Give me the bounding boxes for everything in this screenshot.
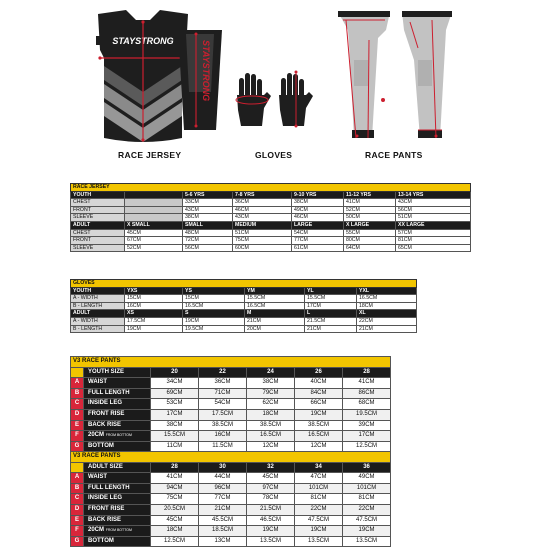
value-cell: 19CM bbox=[183, 317, 245, 325]
header-cell: X LARGE bbox=[344, 221, 396, 229]
value-cell: 66CM bbox=[295, 399, 343, 410]
value-cell: 38CM bbox=[292, 199, 344, 207]
header-cell: 5-6 YRS bbox=[183, 191, 233, 199]
measure-label-note: FROM BOTTOM bbox=[105, 528, 132, 533]
value-cell: 54CM bbox=[292, 229, 344, 237]
value-cell: 12.5CM bbox=[343, 441, 391, 452]
value-cell: 84CM bbox=[295, 388, 343, 399]
header-cell: ADULT bbox=[71, 221, 125, 229]
measure-label: FRONT RISE bbox=[84, 409, 151, 420]
measure-letter: F bbox=[71, 431, 84, 442]
value-cell: 101CM bbox=[343, 483, 391, 494]
table-row bbox=[71, 431, 391, 442]
measure-letter: C bbox=[71, 399, 84, 410]
header-cell: LARGE bbox=[292, 221, 344, 229]
table-header-row bbox=[71, 191, 471, 199]
header-cell: SMALL bbox=[183, 221, 233, 229]
row-label: CHEST bbox=[71, 199, 125, 207]
value-cell: 60CM bbox=[233, 244, 292, 252]
table-row bbox=[71, 399, 391, 410]
measure-label bbox=[84, 526, 151, 537]
measure-letter: A bbox=[71, 473, 84, 484]
value-cell: 17CM bbox=[343, 431, 391, 442]
value-cell: 11.5CM bbox=[199, 441, 247, 452]
value-cell: 38.5CM bbox=[295, 420, 343, 431]
measure-letter: E bbox=[71, 420, 84, 431]
value-cell: 38CM bbox=[247, 378, 295, 389]
value-cell: 16CM bbox=[199, 431, 247, 442]
table-row bbox=[71, 214, 471, 222]
pants-caption: RACE PANTS bbox=[365, 150, 423, 160]
header-cell: L bbox=[305, 310, 357, 318]
value-cell: 51CM bbox=[233, 229, 292, 237]
value-cell: 46CM bbox=[233, 206, 292, 214]
value-cell: 19.5CM bbox=[183, 325, 245, 333]
value-cell: 46CM bbox=[292, 214, 344, 222]
value-cell: 38.5CM bbox=[247, 420, 295, 431]
value-cell: 40CM bbox=[295, 378, 343, 389]
value-cell: 72CM bbox=[183, 237, 233, 245]
table-row bbox=[71, 515, 391, 526]
value-cell: 18CM bbox=[247, 409, 295, 420]
value-cell: 54CM bbox=[199, 399, 247, 410]
value-cell: 21CM bbox=[245, 317, 305, 325]
value-cell: 81CM bbox=[295, 494, 343, 505]
header-cell: MEDIUM bbox=[233, 221, 292, 229]
value-cell: 16.5CM bbox=[295, 431, 343, 442]
header-cell: 7-8 YRS bbox=[233, 191, 292, 199]
header-cell: M bbox=[245, 310, 305, 318]
table-title: V3 RACE PANTS bbox=[71, 452, 391, 463]
value-cell bbox=[125, 199, 183, 207]
measure-label-note: FROM BOTTOM bbox=[105, 433, 132, 438]
value-cell: 45.5CM bbox=[199, 515, 247, 526]
row-label: FRONT bbox=[71, 206, 125, 214]
table-row bbox=[71, 295, 417, 303]
table-row bbox=[71, 378, 391, 389]
size-header: 28 bbox=[343, 367, 391, 378]
measure-letter: E bbox=[71, 515, 84, 526]
measure-label: BACK RISE bbox=[84, 420, 151, 431]
measure-letter: D bbox=[71, 504, 84, 515]
value-cell: 62CM bbox=[247, 399, 295, 410]
value-cell: 43CM bbox=[183, 206, 233, 214]
table-row bbox=[71, 199, 471, 207]
value-cell: 22CM bbox=[295, 504, 343, 515]
value-cell: 77CM bbox=[292, 237, 344, 245]
value-cell bbox=[125, 214, 183, 222]
value-cell: 19CM bbox=[247, 526, 295, 537]
measure-label: INSIDE LEG bbox=[84, 494, 151, 505]
value-cell: 18.5CM bbox=[199, 526, 247, 537]
value-cell: 68CM bbox=[343, 399, 391, 410]
jersey-caption: RACE JERSEY bbox=[118, 150, 182, 160]
size-header: 22 bbox=[199, 367, 247, 378]
value-cell: 15.5CM bbox=[151, 431, 199, 442]
measure-label: BOTTOM bbox=[84, 536, 151, 547]
table-row bbox=[71, 483, 391, 494]
measure-label: FULL LENGTH bbox=[84, 388, 151, 399]
row-label: B - LENGTH bbox=[71, 302, 125, 310]
value-cell: 86CM bbox=[343, 388, 391, 399]
row-label: FRONT bbox=[71, 237, 125, 245]
value-cell: 81CM bbox=[343, 494, 391, 505]
value-cell: 18CM bbox=[357, 302, 417, 310]
header-cell: 13-14 YRS bbox=[396, 191, 471, 199]
row-label: SLEEVE bbox=[71, 214, 125, 222]
value-cell: 49CM bbox=[292, 206, 344, 214]
value-cell: 12CM bbox=[247, 441, 295, 452]
value-cell: 45CM bbox=[247, 473, 295, 484]
measure-letter: G bbox=[71, 536, 84, 547]
size-header: 30 bbox=[199, 462, 247, 473]
value-cell: 17CM bbox=[305, 302, 357, 310]
sleeve-illustration bbox=[178, 30, 222, 130]
value-cell: 61CM bbox=[292, 244, 344, 252]
value-cell: 36CM bbox=[233, 199, 292, 207]
value-cell: 13.5CM bbox=[343, 536, 391, 547]
value-cell: 56CM bbox=[396, 206, 471, 214]
value-cell: 21CM bbox=[199, 504, 247, 515]
table-row bbox=[71, 206, 471, 214]
value-cell: 48CM bbox=[183, 229, 233, 237]
value-cell: 15CM bbox=[125, 295, 183, 303]
header-cell: XL bbox=[357, 310, 417, 318]
measure-letter: G bbox=[71, 441, 84, 452]
value-cell: 53CM bbox=[151, 399, 199, 410]
value-cell: 101CM bbox=[295, 483, 343, 494]
value-cell: 77CM bbox=[199, 494, 247, 505]
header-cell: 11-12 YRS bbox=[344, 191, 396, 199]
value-cell: 19CM bbox=[295, 526, 343, 537]
value-cell: 16.5CM bbox=[247, 431, 295, 442]
value-cell: 52CM bbox=[344, 206, 396, 214]
value-cell: 71CM bbox=[199, 388, 247, 399]
value-cell: 57CM bbox=[396, 229, 471, 237]
value-cell: 22CM bbox=[343, 504, 391, 515]
table-title-row bbox=[71, 452, 391, 463]
value-cell: 67CM bbox=[125, 237, 183, 245]
measure-label: FULL LENGTH bbox=[84, 483, 151, 494]
value-cell: 47CM bbox=[295, 473, 343, 484]
row-label: B - LENGTH bbox=[71, 325, 125, 333]
value-cell: 46.5CM bbox=[247, 515, 295, 526]
measure-label: BOTTOM bbox=[84, 441, 151, 452]
value-cell: 13.5CM bbox=[247, 536, 295, 547]
table-title: V3 RACE PANTS bbox=[71, 357, 391, 368]
value-cell: 15CM bbox=[183, 295, 245, 303]
value-cell: 15.5CM bbox=[305, 295, 357, 303]
size-header: 24 bbox=[247, 367, 295, 378]
measure-letter: D bbox=[71, 409, 84, 420]
value-cell: 15.5CM bbox=[245, 295, 305, 303]
value-cell: 21CM bbox=[305, 325, 357, 333]
value-cell bbox=[125, 206, 183, 214]
value-cell: 79CM bbox=[247, 388, 295, 399]
value-cell: 38.5CM bbox=[199, 420, 247, 431]
measure-label-text: 20CM bbox=[88, 527, 105, 534]
header-cell bbox=[125, 191, 183, 199]
row-label: A - WIDTH bbox=[71, 317, 125, 325]
value-cell: 65CM bbox=[396, 244, 471, 252]
gloves-size-table bbox=[70, 279, 417, 333]
size-header: 34 bbox=[295, 462, 343, 473]
jersey-brand-logo: STAYSTRONG bbox=[112, 36, 174, 46]
table-row bbox=[71, 494, 391, 505]
jersey-illustration bbox=[96, 10, 190, 142]
gloves-caption: GLOVES bbox=[255, 150, 293, 160]
table-title-row bbox=[71, 357, 391, 368]
value-cell: 17CM bbox=[151, 409, 199, 420]
table-header-row bbox=[71, 221, 471, 229]
measure-letter: A bbox=[71, 378, 84, 389]
size-label: YOUTH SIZE bbox=[84, 367, 151, 378]
blank-cell bbox=[71, 462, 84, 473]
table-row bbox=[71, 504, 391, 515]
header-cell: YOUTH bbox=[71, 287, 125, 295]
value-cell: 41CM bbox=[344, 199, 396, 207]
row-label: A - WIDTH bbox=[71, 295, 125, 303]
header-cell: YXS bbox=[125, 287, 183, 295]
table-row bbox=[71, 229, 471, 237]
table-title-row bbox=[71, 280, 417, 288]
jersey-size-table bbox=[70, 183, 471, 252]
pants-adult-size-table bbox=[70, 451, 391, 547]
header-cell: YS bbox=[183, 287, 245, 295]
value-cell: 43CM bbox=[396, 199, 471, 207]
table-title: GLOVES bbox=[71, 280, 417, 288]
table-title: RACE JERSEY bbox=[71, 184, 471, 192]
value-cell: 21.5CM bbox=[305, 317, 357, 325]
table-header-row bbox=[71, 310, 417, 318]
value-cell: 16.5CM bbox=[357, 295, 417, 303]
header-cell: XS bbox=[125, 310, 183, 318]
value-cell: 20CM bbox=[245, 325, 305, 333]
size-label: ADULT SIZE bbox=[84, 462, 151, 473]
measure-label-text: 20CM bbox=[88, 432, 105, 439]
value-cell: 17.5CM bbox=[199, 409, 247, 420]
value-cell: 52CM bbox=[125, 244, 183, 252]
measure-letter: C bbox=[71, 494, 84, 505]
value-cell: 21CM bbox=[357, 325, 417, 333]
value-cell: 16CM bbox=[125, 302, 183, 310]
value-cell: 78CM bbox=[247, 494, 295, 505]
size-header: 28 bbox=[151, 462, 199, 473]
header-cell: 9-10 YRS bbox=[292, 191, 344, 199]
header-cell: X SMALL bbox=[125, 221, 183, 229]
header-cell: YXL bbox=[357, 287, 417, 295]
table-row bbox=[71, 409, 391, 420]
value-cell: 45CM bbox=[125, 229, 183, 237]
table-row bbox=[71, 237, 471, 245]
table-row bbox=[71, 526, 391, 537]
table-row bbox=[71, 244, 471, 252]
value-cell: 43CM bbox=[233, 214, 292, 222]
pants-illustration bbox=[338, 11, 452, 138]
table-row bbox=[71, 302, 417, 310]
measure-label: FRONT RISE bbox=[84, 504, 151, 515]
table-row bbox=[71, 536, 391, 547]
value-cell: 49CM bbox=[343, 473, 391, 484]
value-cell: 80CM bbox=[344, 237, 396, 245]
measure-label: WAIST bbox=[84, 378, 151, 389]
value-cell: 38CM bbox=[183, 214, 233, 222]
measure-label bbox=[84, 431, 151, 442]
header-cell: YM bbox=[245, 287, 305, 295]
value-cell: 47.5CM bbox=[295, 515, 343, 526]
measure-label: WAIST bbox=[84, 473, 151, 484]
value-cell: 19CM bbox=[125, 325, 183, 333]
header-cell: S bbox=[183, 310, 245, 318]
size-header: 36 bbox=[343, 462, 391, 473]
value-cell: 22CM bbox=[357, 317, 417, 325]
value-cell: 75CM bbox=[151, 494, 199, 505]
value-cell: 41CM bbox=[343, 378, 391, 389]
gloves-illustration bbox=[236, 71, 313, 128]
value-cell: 19CM bbox=[295, 409, 343, 420]
value-cell: 34CM bbox=[151, 378, 199, 389]
value-cell: 11CM bbox=[151, 441, 199, 452]
value-cell: 69CM bbox=[151, 388, 199, 399]
table-row bbox=[71, 420, 391, 431]
value-cell: 12CM bbox=[295, 441, 343, 452]
value-cell: 38CM bbox=[151, 420, 199, 431]
value-cell: 13.5CM bbox=[295, 536, 343, 547]
measure-letter: B bbox=[71, 483, 84, 494]
value-cell: 45CM bbox=[151, 515, 199, 526]
header-cell: YL bbox=[305, 287, 357, 295]
size-header: 20 bbox=[151, 367, 199, 378]
value-cell: 50CM bbox=[344, 214, 396, 222]
measure-label: INSIDE LEG bbox=[84, 399, 151, 410]
table-header-row bbox=[71, 462, 391, 473]
value-cell: 94CM bbox=[151, 483, 199, 494]
value-cell: 96CM bbox=[199, 483, 247, 494]
value-cell: 75CM bbox=[233, 237, 292, 245]
table-title-row bbox=[71, 184, 471, 192]
table-row bbox=[71, 317, 417, 325]
value-cell: 18CM bbox=[151, 526, 199, 537]
measure-letter: B bbox=[71, 388, 84, 399]
value-cell: 20.5CM bbox=[151, 504, 199, 515]
value-cell: 33CM bbox=[183, 199, 233, 207]
row-label: SLEEVE bbox=[71, 244, 125, 252]
value-cell: 19CM bbox=[343, 526, 391, 537]
size-header: 32 bbox=[247, 462, 295, 473]
table-header-row bbox=[71, 367, 391, 378]
measure-letter: F bbox=[71, 526, 84, 537]
value-cell: 13CM bbox=[199, 536, 247, 547]
value-cell: 64CM bbox=[344, 244, 396, 252]
value-cell: 51CM bbox=[396, 214, 471, 222]
value-cell: 47.5CM bbox=[343, 515, 391, 526]
value-cell: 97CM bbox=[247, 483, 295, 494]
value-cell: 21.5CM bbox=[247, 504, 295, 515]
table-header-row bbox=[71, 287, 417, 295]
value-cell: 17.5CM bbox=[125, 317, 183, 325]
header-cell: ADULT bbox=[71, 310, 125, 318]
value-cell: 81CM bbox=[396, 237, 471, 245]
table-row bbox=[71, 325, 417, 333]
value-cell: 16.5CM bbox=[183, 302, 245, 310]
header-cell: XX LARGE bbox=[396, 221, 471, 229]
table-row bbox=[71, 388, 391, 399]
value-cell: 39CM bbox=[343, 420, 391, 431]
blank-cell bbox=[71, 367, 84, 378]
svg-text:STAYSTRONG: STAYSTRONG bbox=[201, 40, 211, 102]
measure-label: BACK RISE bbox=[84, 515, 151, 526]
row-label: CHEST bbox=[71, 229, 125, 237]
size-header: 26 bbox=[295, 367, 343, 378]
table-row bbox=[71, 473, 391, 484]
pants-youth-size-table bbox=[70, 356, 391, 452]
value-cell: 56CM bbox=[183, 244, 233, 252]
value-cell: 16.5CM bbox=[245, 302, 305, 310]
header-cell: YOUTH bbox=[71, 191, 125, 199]
value-cell: 41CM bbox=[151, 473, 199, 484]
value-cell: 36CM bbox=[199, 378, 247, 389]
value-cell: 12.5CM bbox=[151, 536, 199, 547]
value-cell: 19.5CM bbox=[343, 409, 391, 420]
value-cell: 55CM bbox=[344, 229, 396, 237]
value-cell: 44CM bbox=[199, 473, 247, 484]
